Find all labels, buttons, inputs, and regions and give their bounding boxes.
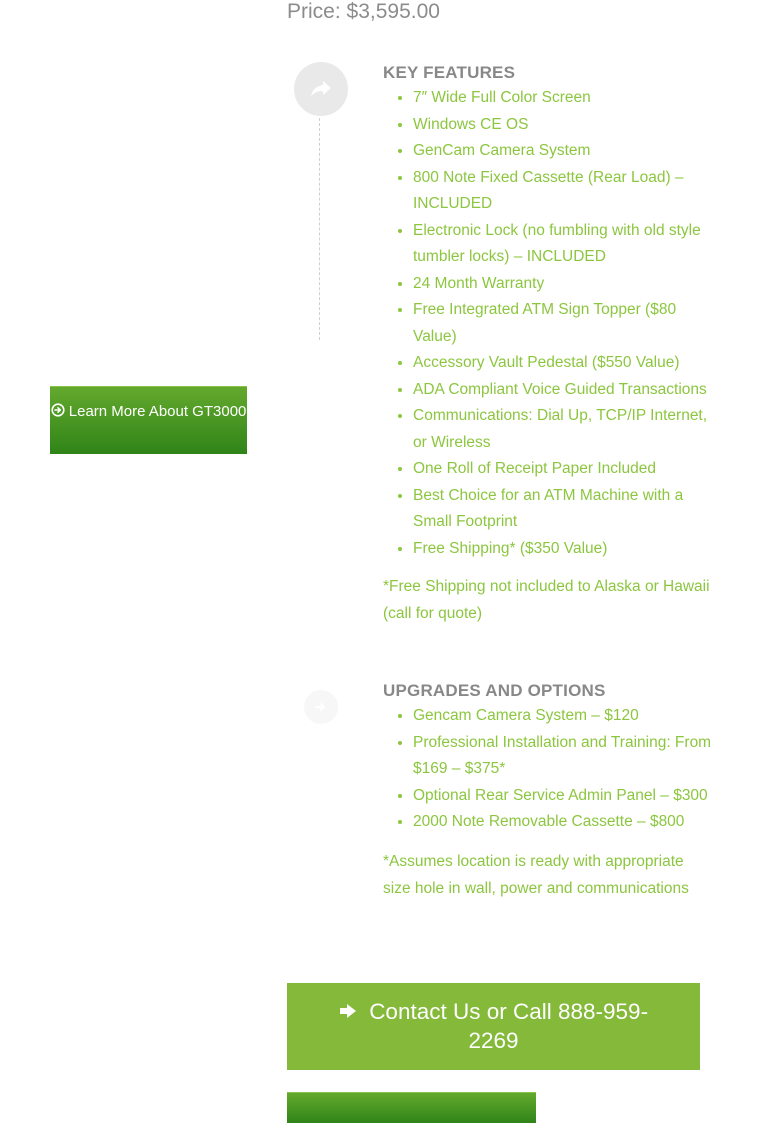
learn-more-label: Learn More About GT3000	[68, 403, 247, 420]
list-item: • 2000 Note Removable Cassette – $800	[413, 809, 723, 836]
key-features-list	[383, 85, 720, 562]
timeline-divider	[319, 118, 320, 340]
upgrades-title: UPGRADES AND OPTIONS	[383, 681, 606, 700]
arrow-right-icon	[339, 997, 357, 1026]
arrow-circle-right-icon	[304, 690, 338, 724]
list-item: • Gencam Camera System – $120	[413, 703, 723, 730]
list-item: • ADA Compliant Voice Guided Transactions	[413, 377, 720, 404]
list-item: • Accessory Vault Pedestal ($550 Value)	[413, 350, 720, 377]
list-item: • 24 Month Warranty	[413, 271, 720, 298]
list-item: • One Roll of Receipt Paper Included	[413, 456, 720, 483]
list-item: • Free Shipping* ($350 Value)	[413, 536, 720, 563]
list-item: • 7″ Wide Full Color Screen	[413, 85, 720, 112]
learn-more-button[interactable]	[50, 386, 247, 454]
list-item: • Electronic Lock (no fumbling with old style tumbler locks) – INCLUDED	[413, 218, 720, 271]
list-item: • 800 Note Fixed Cassette (Rear Load) – INCLUDED	[413, 165, 720, 218]
list-item: • Communications: Dial Up, TCP/IP Internet, or Wireless	[413, 403, 720, 456]
installation-note: *Assumes location is ready with appropriate size hole in wall, power and communications	[383, 853, 689, 897]
share-icon[interactable]	[294, 62, 348, 116]
shipping-note: *Free Shipping not included to Alaska or Hawaii (call for quote)	[383, 578, 710, 622]
upgrades-list	[383, 703, 723, 836]
arrow-circle-right-icon	[51, 403, 65, 422]
list-item: • Free Integrated ATM Sign Topper ($80 Value)	[413, 297, 720, 350]
list-item: • GenCam Camera System	[413, 138, 720, 165]
list-item: • Professional Installation and Training: From $169 – $375*	[413, 730, 723, 783]
list-item: • Optional Rear Service Admin Panel – $300	[413, 783, 723, 810]
key-features-title: KEY FEATURES	[383, 63, 516, 82]
contact-button[interactable]	[287, 983, 700, 1070]
secondary-button[interactable]	[287, 1092, 536, 1123]
list-item: • Best Choice for an ATM Machine with a Small Footprint	[413, 483, 720, 536]
product-price: Price: $3,595.00	[287, 0, 440, 23]
list-item: • Windows CE OS	[413, 112, 720, 139]
contact-label: Contact Us or Call 888-959-2269	[369, 999, 649, 1053]
